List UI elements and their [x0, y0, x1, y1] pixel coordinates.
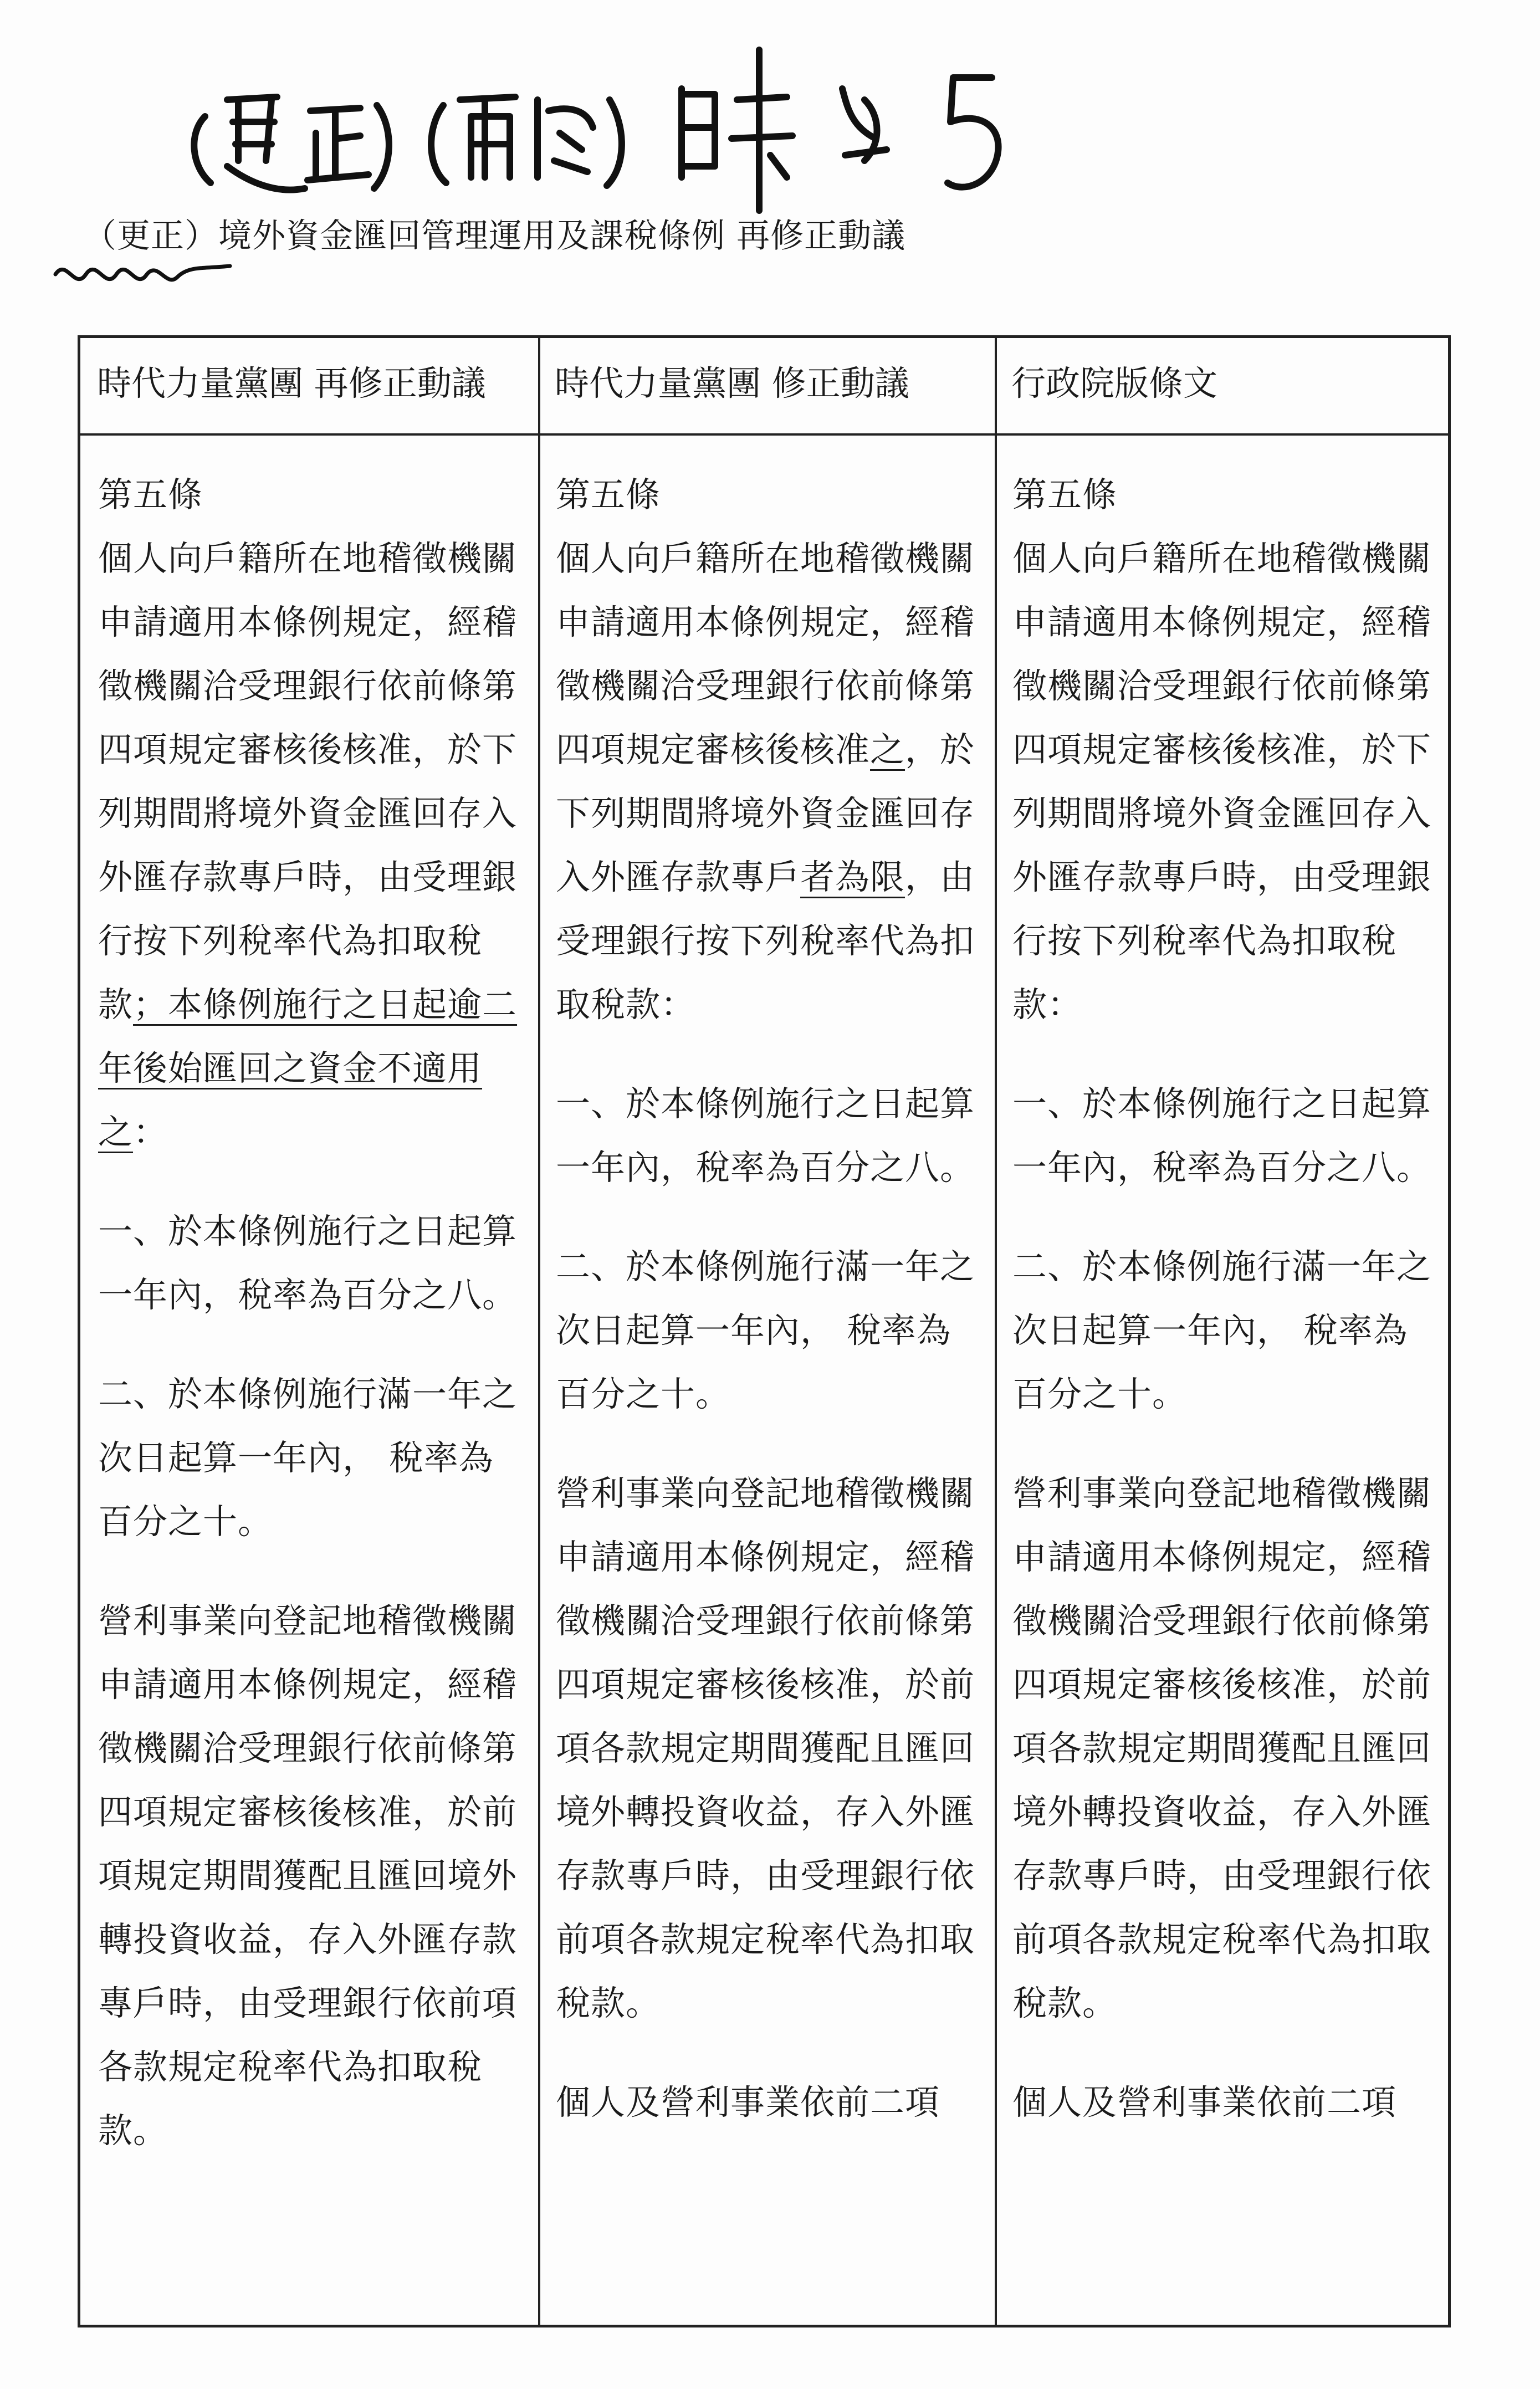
column-revised-motion: [98, 463, 519, 2162]
column-header-motion: 時代力量黨團 修正動議: [555, 363, 909, 403]
item-1: 一、於本條例施行之日起算一年內，稅率為百分之八。: [1012, 1083, 1432, 1188]
comparison-table: [78, 335, 1451, 2327]
column-motion: [556, 463, 977, 2134]
paragraph-1: 個人向戶籍所在地稽徵機關申請適用本條例規定，經稽徵機關洽受理銀行依前條第四項規定審核後核准，於下列期間將境外資金匯回存入外匯存款專戶時，由受理銀行按下列稅率代為扣取稅款：: [1012, 538, 1432, 1025]
underlined-amendment: ；本條例施行之日起逾二年後始匯回之資金不適用之: [98, 984, 518, 1152]
paragraph-2: 營利事業向登記地稽徵機關申請適用本條例規定，經稽徵機關洽受理銀行依前條第四項規定審核後核准，於前項各款規定期間獲配且匯回境外轉投資收益，存入外匯存款專戶時，由受理銀行依前項各款規定稅率代為扣取稅款。: [1012, 1473, 1432, 2023]
paragraph-1: 個人向戶籍所在地稽徵機關申請適用本條例規定，經稽徵機關洽受理銀行依前條第四項規定審核後核准，於下列期間將境外資金匯回存入外匯存款專戶時，由受理銀行按下列稅率代為扣取稅款；本條例施行之日起逾二年後始匯回之資金不適用之：: [98, 538, 518, 1152]
paragraph-2: 營利事業向登記地稽徵機關申請適用本條例規定，經稽徵機關洽受理銀行依前條第四項規定審核後核准，於前項各款規定期間獲配且匯回境外轉投資收益，存入外匯存款專戶時，由受理銀行依前項各款規定稅率代為扣取稅款。: [556, 1473, 975, 2023]
article-number: 第五條: [98, 474, 203, 515]
item-2: 二、於本條例施行滿一年之次日起算一年內， 稅率為百分之十。: [98, 1374, 518, 1542]
item-1: 一、於本條例施行之日起算一年內，稅率為百分之八。: [98, 1211, 518, 1315]
paragraph-2: 營利事業向登記地稽徵機關申請適用本條例規定，經稽徵機關洽受理銀行依前條第四項規定審核後核准，於前項規定期間獲配且匯回境外轉投資收益，存入外匯存款專戶時，由受理銀行依前項各款規定稅率代為扣取稅款。: [98, 1600, 518, 2151]
paragraph-1: 個人向戶籍所在地稽徵機關申請適用本條例規定，經稽徵機關洽受理銀行依前條第四項規定審核後核准之，於下列期間將境外資金匯回存入外匯存款專戶者為限，由受理銀行按下列稅率代為扣取稅款：: [556, 538, 975, 1025]
item-1: 一、於本條例施行之日起算一年內，稅率為百分之八。: [556, 1083, 975, 1188]
paragraph-3: 個人及營利事業依前二項: [1012, 2082, 1397, 2122]
handwritten-note: [183, 17, 1180, 227]
underlined-amendment: 者為限: [800, 857, 905, 897]
paragraph-3: 個人及營利事業依前二項: [556, 2082, 940, 2122]
underlined-amendment: 之: [870, 729, 905, 770]
item-2: 二、於本條例施行滿一年之次日起算一年內， 稅率為百分之十。: [556, 1246, 975, 1414]
document-title: （更正）境外資金匯回管理運用及課稅條例 再修正動議: [83, 217, 906, 255]
header-divider: [80, 433, 1448, 436]
squiggle-mark: [53, 252, 236, 296]
column-divider-2: [995, 338, 997, 2325]
item-2: 二、於本條例施行滿一年之次日起算一年內， 稅率為百分之十。: [1012, 1246, 1432, 1414]
article-number: 第五條: [556, 474, 661, 515]
column-divider-1: [538, 338, 540, 2325]
article-number: 第五條: [1012, 474, 1118, 515]
column-header-executive-yuan: 行政院版條文: [1011, 363, 1218, 403]
column-header-revised-motion: 時代力量黨團 再修正動議: [97, 363, 486, 403]
column-executive-yuan: [1012, 463, 1434, 2134]
